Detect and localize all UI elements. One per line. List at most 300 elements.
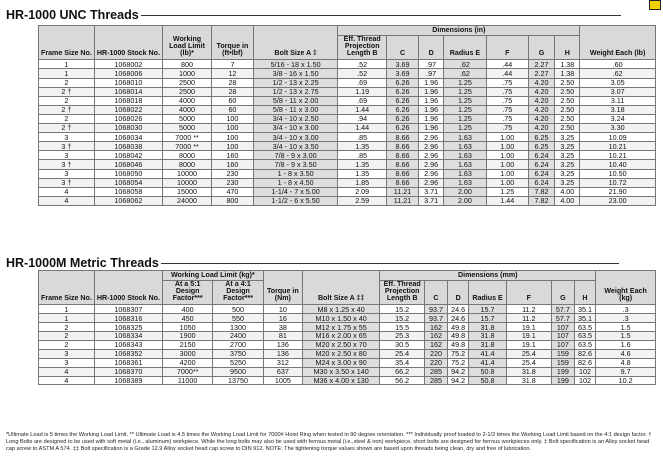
table-row bbox=[39, 178, 656, 187]
table-cell: 8.66 bbox=[386, 169, 418, 178]
table-row bbox=[39, 349, 656, 358]
table-cell: 1.85 bbox=[338, 178, 386, 187]
dim-h-header: H bbox=[574, 281, 595, 305]
table-cell: 2500 bbox=[162, 87, 211, 96]
table-cell: 94.2 bbox=[447, 376, 468, 385]
table-cell: 25.4 bbox=[506, 358, 551, 367]
table-cell: 3.18 bbox=[580, 105, 656, 114]
table-cell: 19.1 bbox=[506, 323, 551, 332]
table-cell: 1.96 bbox=[419, 96, 444, 105]
table-cell: 6.24 bbox=[528, 178, 555, 187]
table-cell: 1 bbox=[39, 60, 95, 69]
table-row bbox=[39, 114, 656, 123]
table-cell: 1068325 bbox=[94, 323, 162, 332]
table-cell: .75 bbox=[486, 105, 528, 114]
dim-d-header: D bbox=[447, 281, 468, 305]
table-cell: 159 bbox=[551, 349, 574, 358]
table-cell: 1068014 bbox=[94, 87, 162, 96]
table-cell: .85 bbox=[338, 151, 386, 160]
table-cell: 1068002 bbox=[94, 60, 162, 69]
table-cell: 400 bbox=[162, 305, 212, 314]
table-cell: 35.1 bbox=[574, 305, 595, 314]
table-cell: 1 bbox=[39, 69, 95, 78]
table-cell: 10000 bbox=[162, 178, 211, 187]
table-cell: 3.05 bbox=[580, 78, 656, 87]
table-cell: 4.20 bbox=[528, 114, 555, 123]
table-cell: 3 † bbox=[39, 142, 95, 151]
dim-h-header: H bbox=[555, 36, 580, 60]
table-cell: 57.7 bbox=[551, 305, 574, 314]
table-cell: 31.8 bbox=[469, 340, 506, 349]
table-cell: 1.25 bbox=[444, 78, 487, 87]
table-cell: 7 bbox=[212, 60, 254, 69]
table-cell: 15.2 bbox=[380, 314, 425, 323]
table-cell: .52 bbox=[338, 60, 386, 69]
table-cell: 3 † bbox=[39, 178, 95, 187]
table-cell: 7.82 bbox=[528, 196, 555, 205]
table-row bbox=[39, 160, 656, 169]
table-cell: 31.8 bbox=[506, 376, 551, 385]
table-cell: 93.7 bbox=[425, 305, 448, 314]
table-cell: 3.25 bbox=[555, 151, 580, 160]
table-cell: 11000 bbox=[162, 376, 212, 385]
table-cell: 8000 bbox=[162, 151, 211, 160]
table-cell: 8.66 bbox=[386, 133, 418, 142]
table-cell: 49.8 bbox=[447, 323, 468, 332]
table-cell: 1.35 bbox=[338, 142, 386, 151]
table-cell: 6.24 bbox=[528, 160, 555, 169]
table-cell: 2.27 bbox=[528, 69, 555, 78]
table-cell: 60 bbox=[212, 105, 254, 114]
table-row bbox=[39, 133, 656, 142]
table-cell: 1050 bbox=[162, 323, 212, 332]
working-load-group-header: Working Load Limit (kg)* bbox=[162, 271, 263, 281]
table-cell: 2500 bbox=[162, 78, 211, 87]
table-cell: .69 bbox=[338, 96, 386, 105]
table-cell: 5/8 - 11 x 3.00 bbox=[253, 105, 338, 114]
table-cell: 1.63 bbox=[444, 169, 487, 178]
table-cell: 1.00 bbox=[486, 178, 528, 187]
table-cell: 2.59 bbox=[338, 196, 386, 205]
table-cell: 136 bbox=[263, 349, 302, 358]
table-cell: 1.38 bbox=[555, 69, 580, 78]
table-cell: 10.2 bbox=[596, 376, 656, 385]
table-cell: 15.2 bbox=[380, 305, 425, 314]
table-cell: 2 bbox=[39, 332, 95, 341]
dim-d-header: D bbox=[419, 36, 444, 60]
dimensions-header: Dimensions (mm) bbox=[380, 271, 596, 281]
table-cell: 1068034 bbox=[94, 133, 162, 142]
table-cell: 4.00 bbox=[555, 187, 580, 196]
table-cell: 1068370 bbox=[94, 367, 162, 376]
metric-section-title bbox=[6, 256, 619, 270]
table-cell: 11.2 bbox=[506, 314, 551, 323]
table-cell: 1900 bbox=[162, 332, 212, 341]
table-cell: 49.8 bbox=[447, 340, 468, 349]
table-row bbox=[39, 340, 656, 349]
table-cell: 4 bbox=[39, 187, 95, 196]
table-cell: 41.4 bbox=[469, 349, 506, 358]
table-cell: 1.25 bbox=[444, 124, 487, 133]
table-cell: 2.50 bbox=[555, 96, 580, 105]
table-cell: 1068010 bbox=[94, 78, 162, 87]
table-cell: .97 bbox=[419, 60, 444, 69]
table-cell: 107 bbox=[551, 340, 574, 349]
table-cell: 11.21 bbox=[386, 187, 418, 196]
table-cell: 16 bbox=[263, 314, 302, 323]
table-cell: 100 bbox=[212, 124, 254, 133]
table-cell: 1068307 bbox=[94, 305, 162, 314]
table-cell: 1068062 bbox=[94, 196, 162, 205]
table-cell: 1068352 bbox=[94, 349, 162, 358]
table-cell: 2.09 bbox=[338, 187, 386, 196]
table-cell: .75 bbox=[486, 124, 528, 133]
table-cell: 1068026 bbox=[94, 114, 162, 123]
table-cell: 1 - 8 x 3.50 bbox=[253, 169, 338, 178]
table-cell: 35.4 bbox=[380, 358, 425, 367]
table-cell: 1.25 bbox=[486, 187, 528, 196]
dim-c-header: C bbox=[425, 281, 448, 305]
dim-g-header: G bbox=[551, 281, 574, 305]
table-cell: 1.44 bbox=[338, 105, 386, 114]
table-row bbox=[39, 305, 656, 314]
table-cell: 2 bbox=[39, 323, 95, 332]
table-cell: 1068030 bbox=[94, 124, 162, 133]
table-cell: 162 bbox=[425, 323, 448, 332]
table-cell: 11.21 bbox=[386, 196, 418, 205]
table-cell: 100 bbox=[212, 133, 254, 142]
table-cell: 10.21 bbox=[580, 151, 656, 160]
table-cell: 2 bbox=[39, 78, 95, 87]
unc-section-title bbox=[6, 8, 621, 22]
table-cell: 199 bbox=[551, 376, 574, 385]
unc-title-text: HR-1000 UNC Threads bbox=[6, 8, 139, 22]
table-row bbox=[39, 314, 656, 323]
table-cell: 220 bbox=[425, 358, 448, 367]
table-cell: 1.35 bbox=[338, 169, 386, 178]
table-cell: 162 bbox=[425, 332, 448, 341]
table-cell: 13750 bbox=[213, 376, 263, 385]
table-cell: .75 bbox=[486, 96, 528, 105]
table-cell: 230 bbox=[212, 178, 254, 187]
table-cell: 63.5 bbox=[574, 332, 595, 341]
table-cell: .97 bbox=[419, 69, 444, 78]
table-row bbox=[39, 196, 656, 205]
table-cell: 1068343 bbox=[94, 340, 162, 349]
table-cell: 1.5 bbox=[596, 332, 656, 341]
table-cell: .44 bbox=[486, 60, 528, 69]
frame-size-header: Frame Size No. bbox=[39, 271, 95, 305]
table-cell: 2.96 bbox=[419, 160, 444, 169]
dim-f-header: F bbox=[506, 281, 551, 305]
table-cell: 4.20 bbox=[528, 96, 555, 105]
table-cell: 3 bbox=[39, 151, 95, 160]
table-cell: 470 bbox=[212, 187, 254, 196]
table-cell: 23.00 bbox=[580, 196, 656, 205]
table-cell: 6.24 bbox=[528, 151, 555, 160]
table-cell: 6.26 bbox=[386, 87, 418, 96]
table-cell: 25.4 bbox=[380, 349, 425, 358]
dim-g-header: G bbox=[528, 36, 555, 60]
table-cell: 9500 bbox=[213, 367, 263, 376]
table-cell: 75.2 bbox=[447, 358, 468, 367]
eff-thread-header: Eff. Thread Projection Length B bbox=[338, 36, 386, 60]
table-cell: .75 bbox=[486, 114, 528, 123]
table-cell: 3.25 bbox=[555, 178, 580, 187]
table-cell: 4.20 bbox=[528, 105, 555, 114]
table-cell: 2700 bbox=[213, 340, 263, 349]
table-cell: 10000 bbox=[162, 169, 211, 178]
table-cell: 10.40 bbox=[580, 160, 656, 169]
table-cell: 50.8 bbox=[469, 367, 506, 376]
table-cell: 136 bbox=[263, 340, 302, 349]
stock-no-header: HR-1000 Stock No. bbox=[94, 26, 162, 60]
table-cell: 81 bbox=[263, 332, 302, 341]
table-cell: 1005 bbox=[263, 376, 302, 385]
table-cell: 1068316 bbox=[94, 314, 162, 323]
table-cell: 2.96 bbox=[419, 178, 444, 187]
table-row bbox=[39, 367, 656, 376]
table-cell: 2.96 bbox=[419, 142, 444, 151]
table-cell: 1 bbox=[39, 314, 95, 323]
radius-e-header: Radius E bbox=[444, 36, 487, 60]
table-cell: 38 bbox=[263, 323, 302, 332]
table-cell: M8 x 1.25 x 40 bbox=[302, 305, 379, 314]
table-cell: 5/8 - 11 x 2.00 bbox=[253, 96, 338, 105]
eff-thread-header: Eff. Thread Projection Length B bbox=[380, 281, 425, 305]
table-cell: 19.1 bbox=[506, 340, 551, 349]
table-cell: 2.50 bbox=[555, 87, 580, 96]
table-cell: 8.66 bbox=[386, 160, 418, 169]
table-cell: 11.2 bbox=[506, 305, 551, 314]
table-cell: 3.25 bbox=[555, 169, 580, 178]
table-cell: 6.26 bbox=[386, 96, 418, 105]
table-cell: 5000 bbox=[162, 124, 211, 133]
table-cell: .75 bbox=[486, 87, 528, 96]
table-cell: 3 bbox=[39, 133, 95, 142]
table-cell: 6.24 bbox=[528, 169, 555, 178]
table-cell: 2400 bbox=[213, 332, 263, 341]
table-cell: 2.50 bbox=[555, 114, 580, 123]
table-cell: 4.6 bbox=[596, 349, 656, 358]
table-cell: 3.71 bbox=[419, 196, 444, 205]
table-cell: 1.25 bbox=[444, 96, 487, 105]
table-row bbox=[39, 78, 656, 87]
table-cell: 1.96 bbox=[419, 105, 444, 114]
table-cell: 450 bbox=[162, 314, 212, 323]
table-cell: 1/2 - 13 x 2.25 bbox=[253, 78, 338, 87]
table-cell: 94.2 bbox=[447, 367, 468, 376]
table-cell: 1.00 bbox=[486, 160, 528, 169]
table-cell: 2.27 bbox=[528, 60, 555, 69]
table-row bbox=[39, 60, 656, 69]
table-cell: 82.6 bbox=[574, 349, 595, 358]
table-cell: 1300 bbox=[213, 323, 263, 332]
table-row bbox=[39, 332, 656, 341]
dimensions-header: Dimensions (in) bbox=[338, 26, 580, 36]
table-cell: 3.71 bbox=[419, 187, 444, 196]
table-cell: 3.25 bbox=[555, 133, 580, 142]
table-cell: 107 bbox=[551, 323, 574, 332]
table-cell: 31.8 bbox=[469, 323, 506, 332]
table-cell: 1.96 bbox=[419, 87, 444, 96]
table-cell: 10.50 bbox=[580, 169, 656, 178]
table-cell: 2.50 bbox=[555, 124, 580, 133]
table-cell: 3 bbox=[39, 349, 95, 358]
table-cell: 2 bbox=[39, 340, 95, 349]
table-cell: 100 bbox=[212, 142, 254, 151]
table-cell: 4 bbox=[39, 367, 95, 376]
table-cell: 1068361 bbox=[94, 358, 162, 367]
table-cell: 6.26 bbox=[386, 124, 418, 133]
table-cell: 24.6 bbox=[447, 305, 468, 314]
table-cell: 1.63 bbox=[444, 142, 487, 151]
table-cell: 230 bbox=[212, 169, 254, 178]
table-cell: 1 bbox=[39, 305, 95, 314]
title-rule bbox=[141, 15, 621, 16]
table-cell: 3750 bbox=[213, 349, 263, 358]
table-cell: 10.09 bbox=[580, 133, 656, 142]
table-cell: 57.7 bbox=[551, 314, 574, 323]
table-cell: 4 bbox=[39, 376, 95, 385]
table-cell: 7000** bbox=[162, 367, 212, 376]
table-cell: 285 bbox=[425, 376, 448, 385]
table-cell: 2.96 bbox=[419, 169, 444, 178]
table-cell: 4.8 bbox=[596, 358, 656, 367]
table-cell: 2 † bbox=[39, 87, 95, 96]
table-cell: 3.11 bbox=[580, 96, 656, 105]
table-cell: 8.66 bbox=[386, 178, 418, 187]
table-cell: 550 bbox=[213, 314, 263, 323]
table-cell: .62 bbox=[444, 69, 487, 78]
table-cell: 60 bbox=[212, 96, 254, 105]
weight-header: Weight Each (kg) bbox=[596, 271, 656, 305]
table-cell: 15000 bbox=[162, 187, 211, 196]
table-cell: 1068046 bbox=[94, 160, 162, 169]
table-cell: 1.96 bbox=[419, 114, 444, 123]
table-cell: 6.25 bbox=[528, 142, 555, 151]
table-cell: 25.3 bbox=[380, 332, 425, 341]
table-cell: 4.20 bbox=[528, 87, 555, 96]
table-cell: 1 - 8 x 4.50 bbox=[253, 178, 338, 187]
table-cell: M36 x 4.00 x 130 bbox=[302, 376, 379, 385]
table-cell: 8.66 bbox=[386, 142, 418, 151]
table-cell: 49.8 bbox=[447, 332, 468, 341]
table-cell: .3 bbox=[596, 305, 656, 314]
table-cell: 1.63 bbox=[444, 151, 487, 160]
table-cell: 8000 bbox=[162, 160, 211, 169]
table-cell: 3 bbox=[39, 358, 95, 367]
dim-c-header: C bbox=[386, 36, 418, 60]
table-cell: 3.69 bbox=[386, 60, 418, 69]
table-cell: 3/4 - 10 x 3.00 bbox=[253, 133, 338, 142]
table-cell: 1.00 bbox=[486, 133, 528, 142]
table-cell: 3.30 bbox=[580, 124, 656, 133]
table-cell: 4.20 bbox=[528, 78, 555, 87]
table-cell: 3/4 - 10 x 3.00 bbox=[253, 124, 338, 133]
table-cell: 1000 bbox=[162, 69, 211, 78]
table-cell: 3 bbox=[39, 169, 95, 178]
table-row bbox=[39, 105, 656, 114]
table-cell: 1068054 bbox=[94, 178, 162, 187]
table-cell: 10.21 bbox=[580, 142, 656, 151]
table-cell: 1-1/4 - 7 x 5.00 bbox=[253, 187, 338, 196]
dim-f-header: F bbox=[486, 36, 528, 60]
table-cell: 1/2 - 13 x 2.75 bbox=[253, 87, 338, 96]
table-cell: 10.72 bbox=[580, 178, 656, 187]
table-cell: .94 bbox=[338, 114, 386, 123]
torque-header: Torque in (ft•lbf) bbox=[212, 26, 254, 60]
metric-title-text: HR-1000M Metric Threads bbox=[6, 256, 159, 270]
table-cell: 1068050 bbox=[94, 169, 162, 178]
table-cell: 4.20 bbox=[528, 124, 555, 133]
table-cell: 1.19 bbox=[338, 87, 386, 96]
table-cell: 1.00 bbox=[486, 151, 528, 160]
table-cell: 75.2 bbox=[447, 349, 468, 358]
table-cell: 1.25 bbox=[444, 114, 487, 123]
frame-size-header: Frame Size No. bbox=[39, 26, 95, 60]
table-cell: 3000 bbox=[162, 349, 212, 358]
table-cell: .69 bbox=[338, 78, 386, 87]
table-cell: M10 x 1.50 x 40 bbox=[302, 314, 379, 323]
table-cell: 7000 ** bbox=[162, 142, 211, 151]
table-cell: 24000 bbox=[162, 196, 211, 205]
table-row bbox=[39, 87, 656, 96]
table-cell: 41.4 bbox=[469, 358, 506, 367]
table-cell: 4000 bbox=[162, 96, 211, 105]
table-cell: 2 bbox=[39, 114, 95, 123]
table-cell: 1.44 bbox=[338, 124, 386, 133]
table-cell: 1.00 bbox=[486, 142, 528, 151]
table-cell: 1.38 bbox=[555, 60, 580, 69]
table-cell: M20 x 2.50 x 70 bbox=[302, 340, 379, 349]
table-cell: 1.35 bbox=[338, 160, 386, 169]
bolt-size-header: Bolt Size A ‡ bbox=[253, 26, 338, 60]
table-cell: 30.5 bbox=[380, 340, 425, 349]
table-cell: 160 bbox=[212, 160, 254, 169]
table-cell: 7000 ** bbox=[162, 133, 211, 142]
table-cell: 1.00 bbox=[486, 169, 528, 178]
table-cell: 285 bbox=[425, 367, 448, 376]
table-cell: 1.63 bbox=[444, 133, 487, 142]
table-cell: 31.8 bbox=[506, 367, 551, 376]
weight-header: Weight Each (lb) bbox=[580, 26, 656, 60]
table-cell: 5000 bbox=[162, 114, 211, 123]
table-cell: 500 bbox=[213, 305, 263, 314]
table-cell: 3/4 - 10 x 2.50 bbox=[253, 114, 338, 123]
table-cell: 7.82 bbox=[528, 187, 555, 196]
table-cell: .85 bbox=[338, 133, 386, 142]
radius-e-header: Radius E bbox=[469, 281, 506, 305]
table-cell: 1068389 bbox=[94, 376, 162, 385]
table-cell: 1068334 bbox=[94, 332, 162, 341]
table-cell: 3.24 bbox=[580, 114, 656, 123]
table-cell: 1068038 bbox=[94, 142, 162, 151]
table-cell: 56.2 bbox=[380, 376, 425, 385]
table-cell: 3.25 bbox=[555, 142, 580, 151]
table-cell: 1-1/2 - 6 x 5.50 bbox=[253, 196, 338, 205]
table-cell: 4000 bbox=[162, 105, 211, 114]
table-cell: 15.7 bbox=[469, 305, 506, 314]
table-cell: 800 bbox=[212, 196, 254, 205]
table-cell: 3 † bbox=[39, 160, 95, 169]
table-cell: 2.50 bbox=[555, 105, 580, 114]
table-cell: 93.7 bbox=[425, 314, 448, 323]
table-cell: 3/4 - 10 x 3.50 bbox=[253, 142, 338, 151]
bolt-size-header: Bolt Size A ‡‡ bbox=[302, 271, 379, 305]
table-cell: 24.6 bbox=[447, 314, 468, 323]
table-cell: 160 bbox=[212, 151, 254, 160]
